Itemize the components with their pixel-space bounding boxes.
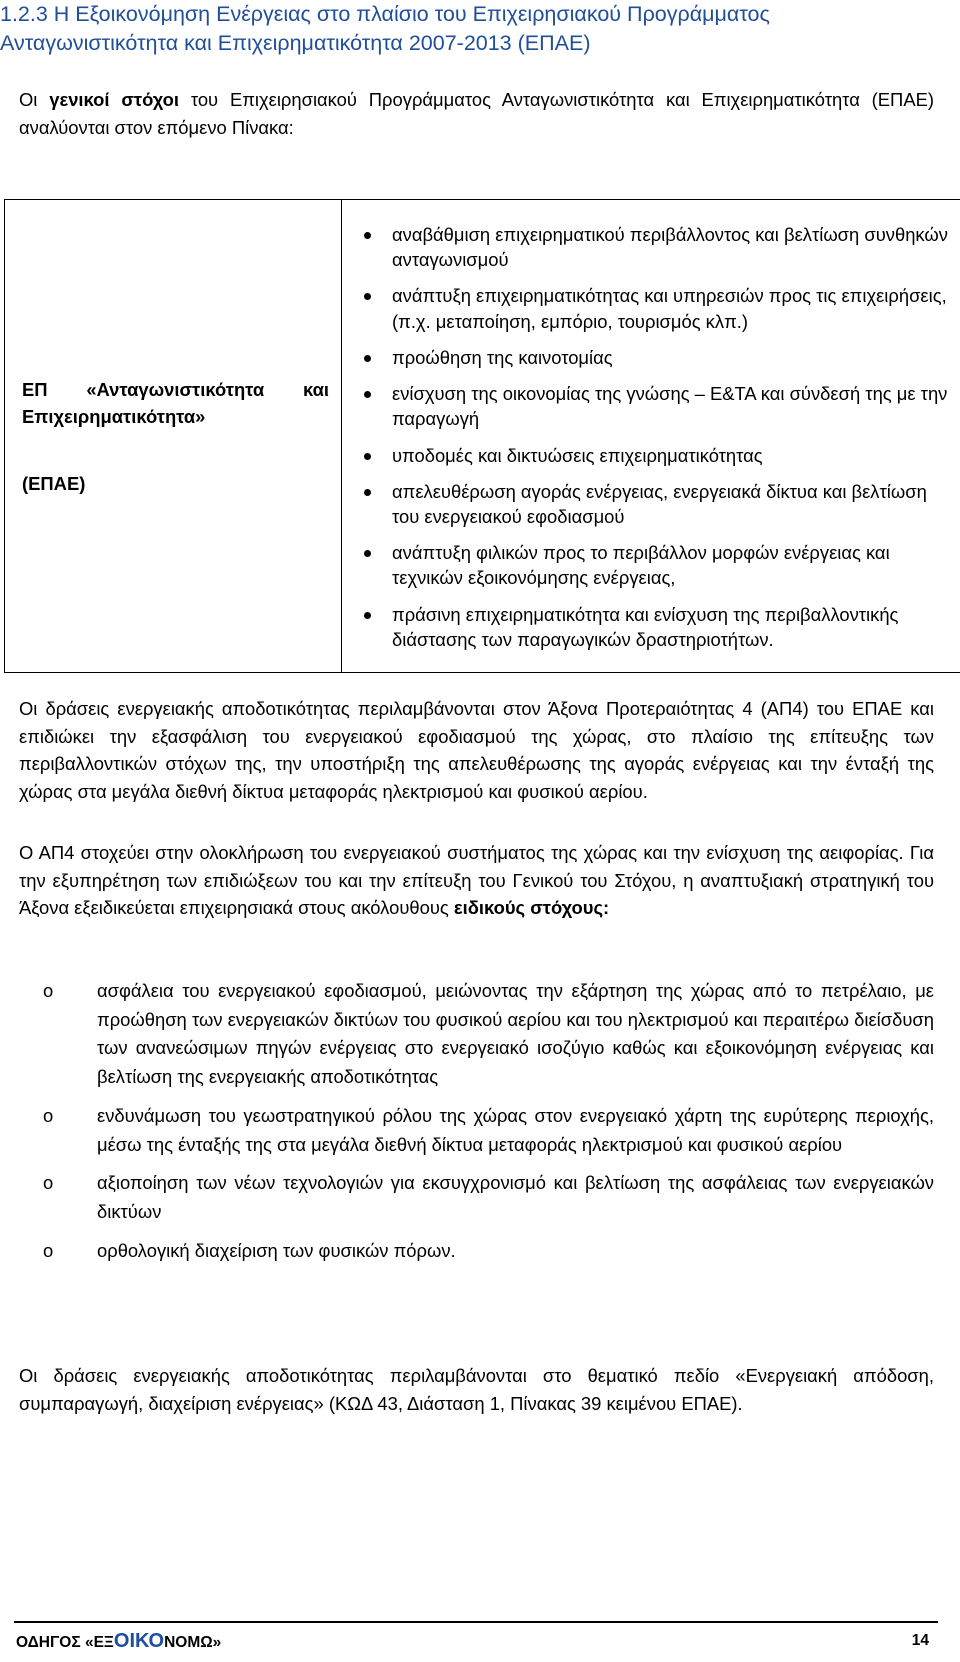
objective-text: ενδυνάμωση του γεωστρατηγικού ρόλου της χώρας στον ενεργειακό χάρτη της ευρύτερης περιοχής, μέσω της ένταξής της στα μεγάλα διεθνή δίκτυα μεταφοράς ηλεκτρισμού και φυσικού αερίου	[97, 1104, 934, 1155]
footer-title-prefix: ΟΔΗΓΟΣ «ΕΞ	[16, 1634, 114, 1651]
program-name: ΕΠ «Ανταγωνιστικότητα και Επιχειρηματικότητα»	[22, 378, 329, 427]
goal-item	[342, 540, 960, 590]
bullet-icon	[364, 391, 371, 398]
general-goals-table	[4, 199, 960, 673]
section-heading-line-1: 1.2.3 Η Εξοικονόμηση Ενέργειας στο πλαίσιο του Επιχειρησιακού Προγράμματος	[0, 2, 770, 26]
page-number: 14	[911, 1632, 929, 1649]
intro-bold-text: γενικοί στόχοι	[49, 89, 179, 110]
goal-text: ανάπτυξη επιχειρηματικότητας και υπηρεσιών προς τις επιχειρήσεις, (π.χ. μεταποίηση, εμπόριο, τουρισμός κλπ.)	[392, 285, 947, 332]
section-heading	[0, 0, 935, 58]
objective-text: ασφάλεια του ενεργειακού εφοδιασμού, μειώνοντας την εξάρτηση της χώρας από το πετρέλαιο, με προώθηση των ενεργειακών δικτύων του φυσικού αερίου και του ηλεκτρισμού και περαιτέρω διείσδυση των ανανεώσιμων πηγών ενέργειας στο ενεργειακό ισοζύγιο καθώς και εξοικονόμηση ενέργειας και βελτίωση της ενεργειακής αποδοτικότητας	[97, 980, 934, 1088]
paragraph-priority-axis: Οι δράσεις ενεργειακής αποδοτικότητας περιλαμβάνονται στον Άξονα Προτεραιότητας 4 (ΑΠ4) του ΕΠΑΕ και επιδιώκει την εξασφάλιση του ενεργειακού εφοδιασμού της χώρας, στο πλαίσιο της επίτευξης των περιβαλλοντικών στόχων της, την υποστήριξη της απελευθέρωσης της αγοράς ενέργειας και την ένταξή της χώρας στα μεγάλα διεθνή δίκτυα μεταφοράς ηλεκτρισμού και φυσικού αερίου.	[19, 698, 934, 802]
bullet-icon	[364, 232, 371, 239]
objective-bullet-marker: o	[43, 1172, 54, 1194]
goal-text: αναβάθμιση επιχειρηματικού περιβάλλοντος και βελτίωση συνθηκών ανταγωνισμού	[392, 224, 948, 271]
intro-text-end: του Επιχειρησιακού Προγράμματος Ανταγωνιστικότητα και Επιχειρηματικότητα (ΕΠΑΕ) αναλύονται στον επόμενο Πίνακα:	[19, 89, 934, 138]
goal-text: πράσινη επιχειρηματικότητα και ενίσχυση της περιβαλλοντικής διάστασης των παραγωγικών δραστηριοτήτων.	[392, 603, 899, 650]
footer-title-suffix: ΝΟΜΩ»	[164, 1634, 222, 1651]
objective-item	[19, 1237, 934, 1266]
bullet-icon	[364, 550, 371, 557]
bullet-icon	[364, 489, 371, 496]
footer-title-brand: ΟΙΚΟ	[113, 1630, 165, 1652]
objective-item	[19, 1169, 934, 1226]
objective-text: ορθολογική διαχείριση των φυσικών πόρων.	[97, 1239, 456, 1261]
section-heading-line-2: Ανταγωνιστικότητα και Επιχειρηματικότητα 2007-2013 (ΕΠΑΕ)	[0, 31, 591, 55]
goal-item	[342, 222, 960, 272]
goal-item	[342, 381, 960, 431]
goal-item	[342, 283, 960, 333]
objective-item	[19, 977, 934, 1092]
program-name-cell	[5, 200, 342, 673]
objective-bullet-marker: o	[43, 1104, 54, 1126]
objective-item	[19, 1102, 934, 1159]
bullet-icon	[364, 612, 371, 619]
goal-text: απελευθέρωση αγοράς ενέργειας, ενεργειακά δίκτυα και βελτίωση του ενεργειακού εφοδιασμού	[392, 480, 927, 527]
bullet-icon	[364, 355, 371, 362]
program-abbreviation: (ΕΠΑΕ)	[22, 472, 86, 494]
footer-guide-title	[16, 1631, 221, 1653]
intro-paragraph	[19, 86, 934, 141]
goals-list	[342, 209, 960, 652]
goal-text: υποδομές και δικτυώσεις επιχειρηματικότητας	[392, 444, 763, 466]
paragraph-specific-objectives	[19, 839, 934, 922]
goals-cell	[342, 200, 960, 673]
goal-item	[342, 443, 960, 468]
paragraph-thematic-field: Οι δράσεις ενεργειακής αποδοτικότητας περιλαμβάνονται στο θεματικό πεδίο «Ενεργειακή απόδοση, συμπαραγωγή, διαχείριση ενέργειας» (ΚΩΔ 43, Διάσταση 1, Πίνακας 39 κειμένου ΕΠΑΕ).	[19, 1365, 934, 1414]
specific-objectives-label: ειδικούς στόχους:	[453, 897, 610, 919]
specific-objectives-list	[19, 977, 934, 1275]
objective-bullet-marker: o	[43, 980, 54, 1001]
bullet-icon	[364, 453, 371, 460]
goal-item	[342, 602, 960, 652]
goal-item	[342, 479, 960, 529]
paragraph-specific-objectives-text: Ο ΑΠ4 στοχεύει στην ολοκλήρωση του ενεργειακού συστήματος της χώρας και την ενίσχυση της αειφορίας. Για την εξυπηρέτηση των επιδιώξεων του και την επίτευξη του Γενικού του Στόχου, η αναπτυξιακή στρατηγική του Άξονα εξειδικεύεται επιχειρησιακά στους ακόλουθους	[19, 842, 934, 919]
goal-text: ανάπτυξη φιλικών προς το περιβάλλον μορφών ενέργειας και τεχνικών εξοικονόμησης ενέργειας,	[392, 542, 890, 589]
objective-text: αξιοποίηση των νέων τεχνολογιών για εκσυγχρονισμό και βελτίωση της ασφάλειας των ενεργειακών δικτύων	[97, 1172, 934, 1222]
goal-item	[342, 345, 960, 370]
objective-bullet-marker: o	[43, 1239, 54, 1261]
goal-text: προώθηση της καινοτομίας	[392, 346, 613, 368]
footer-divider	[14, 1621, 938, 1623]
bullet-icon	[364, 293, 371, 300]
intro-text-start: Οι	[19, 89, 50, 110]
goal-text: ενίσχυση της οικονομίας της γνώσης – Ε&ΤΑ και σύνδεσή της με την παραγωγή	[392, 383, 948, 430]
